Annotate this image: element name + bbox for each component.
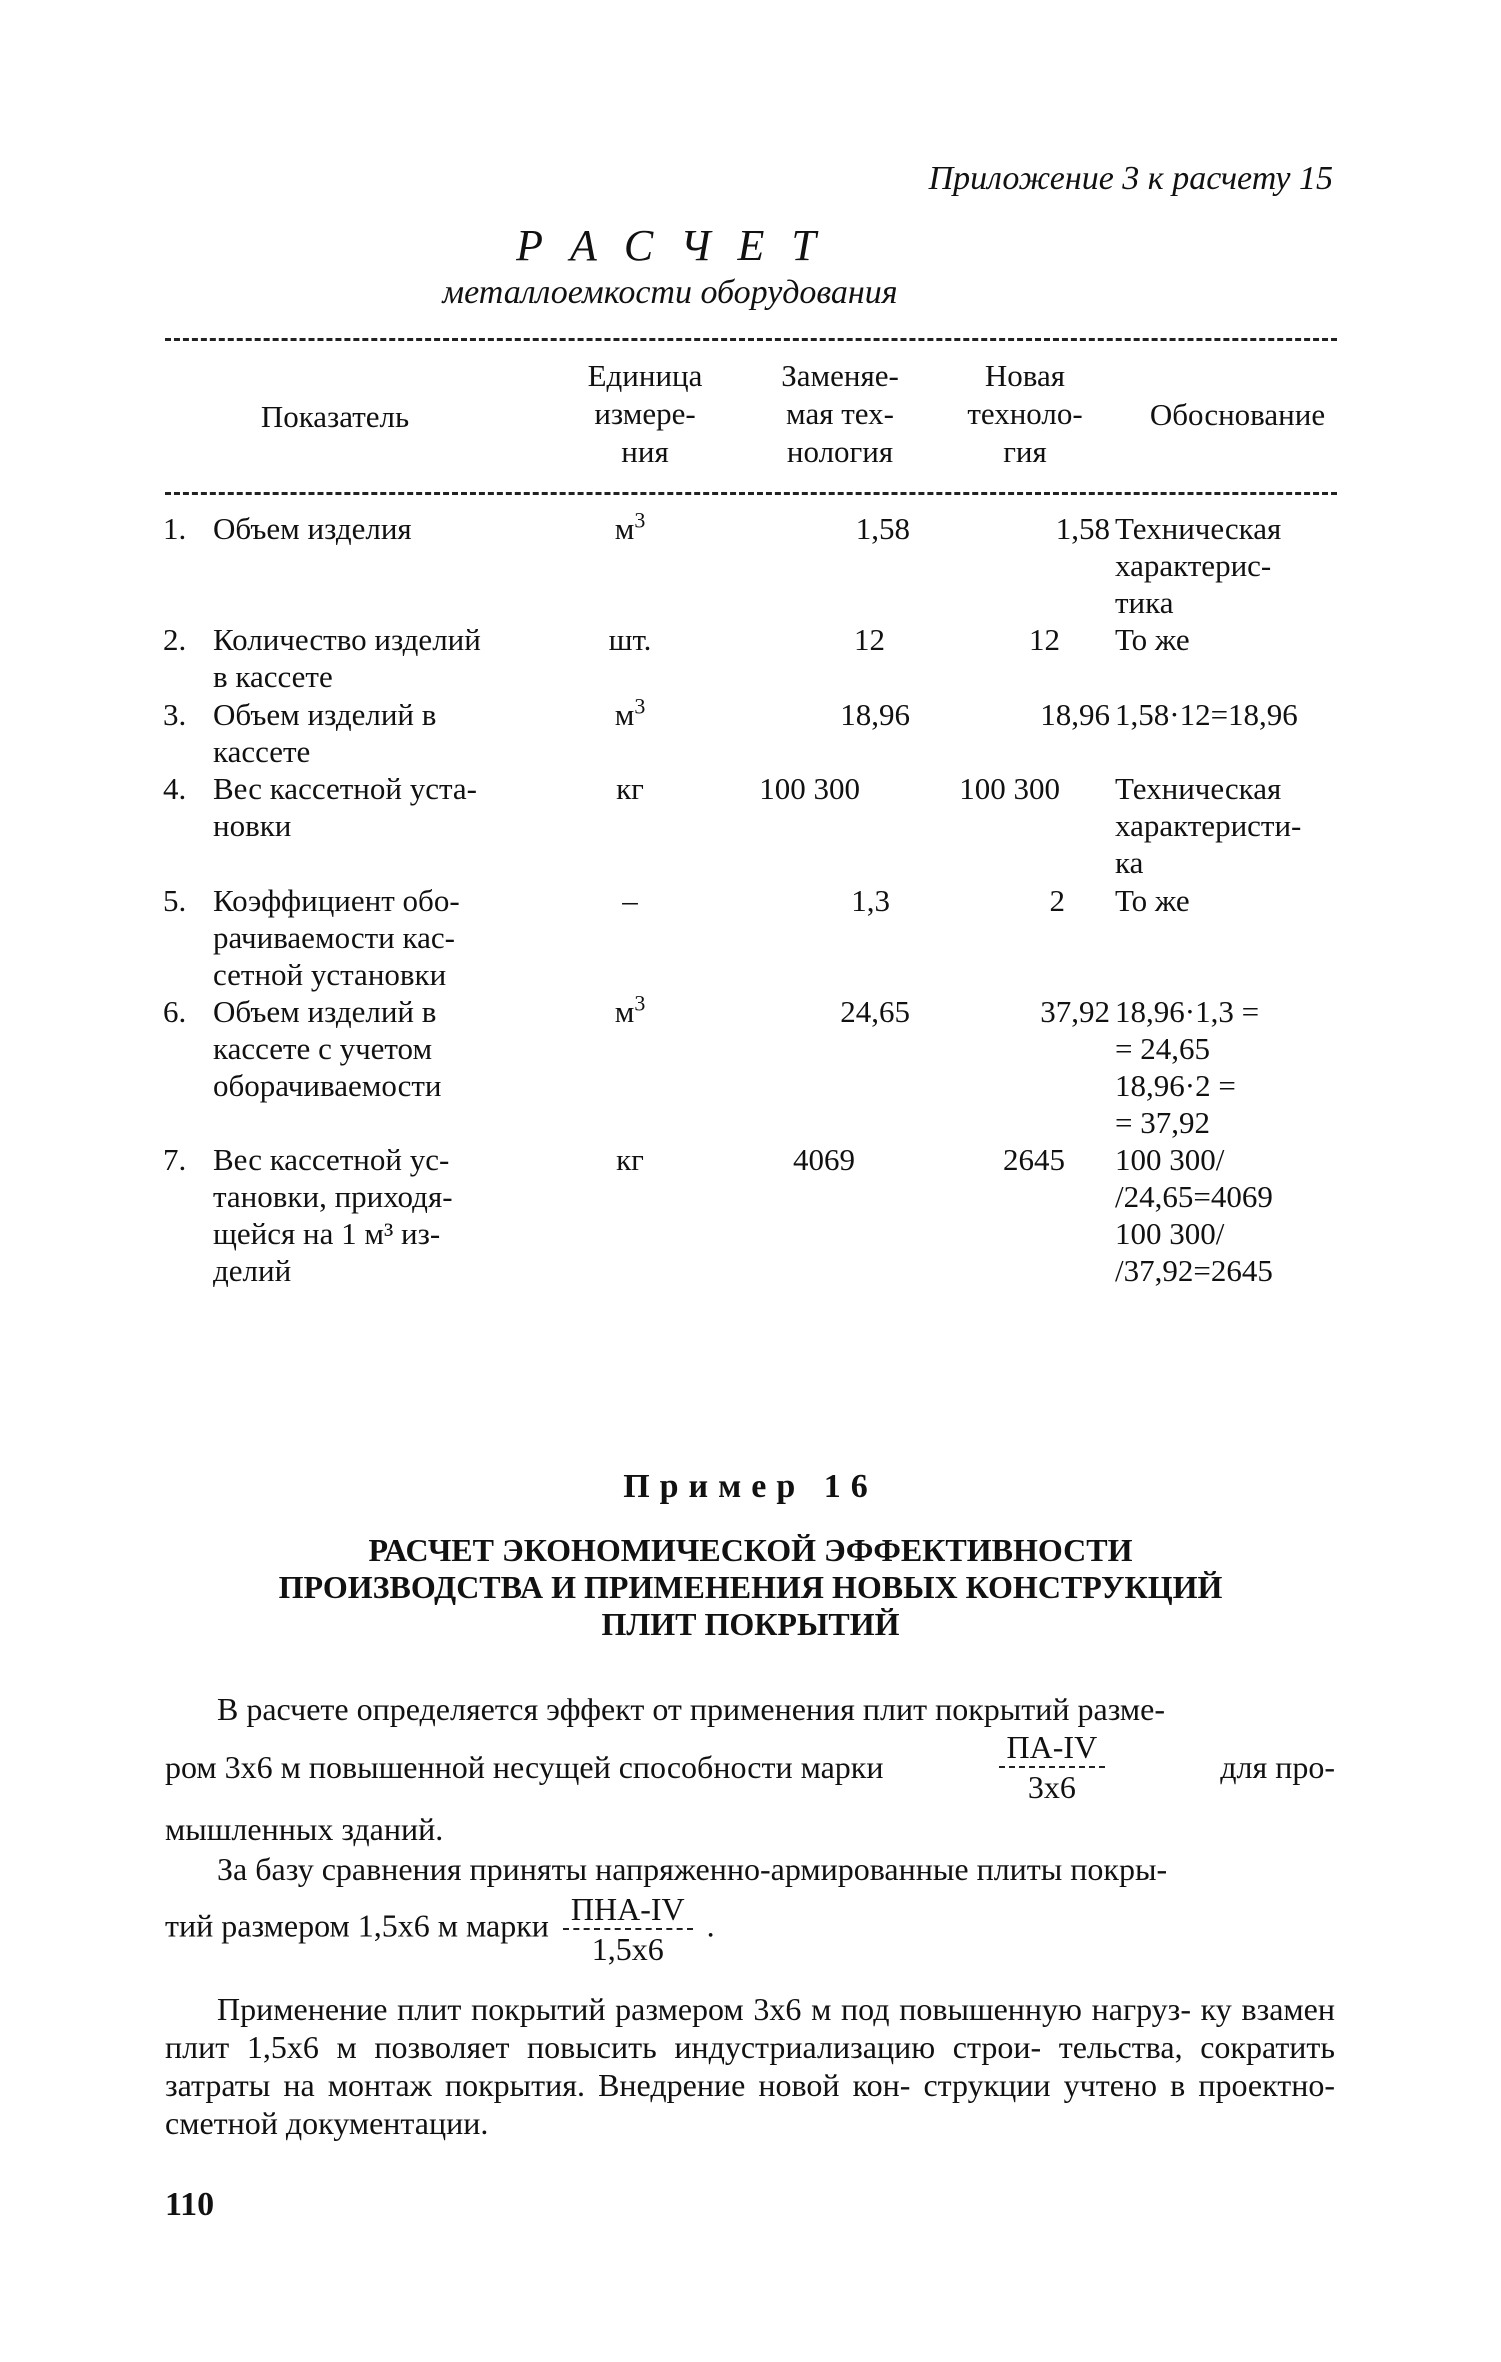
header-unit: Единица измере- ния [587, 358, 703, 469]
paragraph-2-line-2: тий размером 1,5х6 м марки $\frac{\text{ПНА-IV}}{1,5х6}$ . [165, 1891, 715, 1967]
paragraph-1-line-3: мышленных зданий. [165, 1811, 444, 1847]
row-justification: 18,96·1,3 = = 24,65 18,96·2 = = 37,92 [1115, 994, 1260, 1140]
calc-title: Р А С Ч Е Т [516, 221, 824, 270]
table-row: 1. Объем изделия [163, 511, 412, 546]
table-row: 7. Вес кассетной ус- тановки, приходя- щейся на 1 м³ из- делий [163, 1142, 453, 1288]
row-existing: 12 [854, 622, 885, 657]
calc-subtitle: металлоемкости оборудования [442, 274, 898, 311]
row-justification: Техническая характеристи- ка [1115, 771, 1302, 880]
row-existing: 4069 [793, 1142, 855, 1177]
row-existing: 1,58 [855, 511, 910, 546]
row-new: 18,96 [1040, 697, 1110, 732]
row-new: 100 300 [959, 771, 1060, 806]
row-existing: 24,65 [840, 994, 910, 1029]
example-title: РАСЧЕТ ЭКОНОМИЧЕСКОЙ ЭФФЕКТИВНОСТИ ПРОИЗВОДСТВА И ПРИМЕНЕНИЯ НОВЫХ КОНСТРУКЦИЙ ПЛИТ ПОКРЫТИЙ [278, 1532, 1223, 1642]
row-new: 1,58 [1055, 511, 1110, 546]
row-justification: То же [1115, 622, 1190, 657]
row-existing: 100 300 [759, 771, 860, 806]
row-existing: 18,96 [840, 697, 910, 732]
row-justification: 1,58·12=18,96 [1115, 697, 1298, 732]
paragraph-3: Применение плит покрытий размером 3х6 м под повышенную нагруз- ку взамен плит 1,5х6 м позволяет повысить индустриализацию строи- тельства, сократить затраты на монтаж покрытия. Внедрение новой кон- струкции учтено в проектно-сметной документации. [165, 1991, 1335, 2141]
row-unit: – [622, 883, 638, 918]
row-unit: кг [616, 1142, 644, 1177]
row-existing: 1,3 [851, 883, 890, 918]
row-unit: $м^3$ [614, 990, 646, 1029]
fraction-pna-iv: $\frac{\text{ПНА-IV}}{1,5х6}$ [563, 1890, 693, 1968]
row-new: 2 [1049, 883, 1065, 918]
row-justification: То же [1115, 883, 1190, 918]
table-row: 3. Объем изделий в кассете [163, 697, 437, 769]
row-unit: кг [616, 771, 644, 806]
row-new: 37,92 [1040, 994, 1110, 1029]
example-number: Пример 16 [623, 1468, 878, 1505]
row-justification: 100 300/ /24,65=4069 100 300/ /37,92=2645 [1115, 1142, 1273, 1288]
row-unit: $м^3$ [614, 507, 646, 546]
table-row: 5. Коэффициент обо- рачиваемости кас- сетной установки [163, 883, 460, 992]
row-unit: $м^3$ [614, 693, 646, 732]
page-number: 110 [165, 2186, 215, 2223]
header-existing: Заменяе- мая тех- нология [781, 358, 899, 469]
table-row: 2. Количество изделий в кассете [163, 622, 481, 694]
row-new: 2645 [1003, 1142, 1065, 1177]
table-header-rule [165, 492, 1337, 495]
fraction-pa-iv: $\frac{ПА-IV}{3х6}$ [999, 1728, 1106, 1806]
header-indicator: Показатель [260, 399, 410, 434]
row-justification: Техническая характерис- тика [1115, 511, 1282, 620]
table-row: 6. Объем изделий в кассете с учетом оборачиваемости [163, 994, 442, 1103]
table-top-rule [165, 338, 1337, 341]
appendix-caption: Приложение 3 к расчету 15 [928, 160, 1333, 197]
header-new: Новая техноло- гия [967, 358, 1083, 469]
paragraph-2-line-1: За базу сравнения приняты напряженно-армированные плиты покры- [217, 1851, 1168, 1887]
table-row: 4. Вес кассетной уста- новки [163, 771, 477, 843]
paragraph-1-line-1: В расчете определяется эффект от применения плит покрытий разме- [217, 1691, 1165, 1727]
row-new: 12 [1029, 622, 1060, 657]
row-unit: шт. [608, 622, 652, 657]
paragraph-1-line-2: ром 3х6 м повышенной несущей способности марки $\frac{ПА-IV}{3х6}$ для про- [165, 1729, 1335, 1805]
header-justification: Обоснование [1149, 397, 1326, 432]
